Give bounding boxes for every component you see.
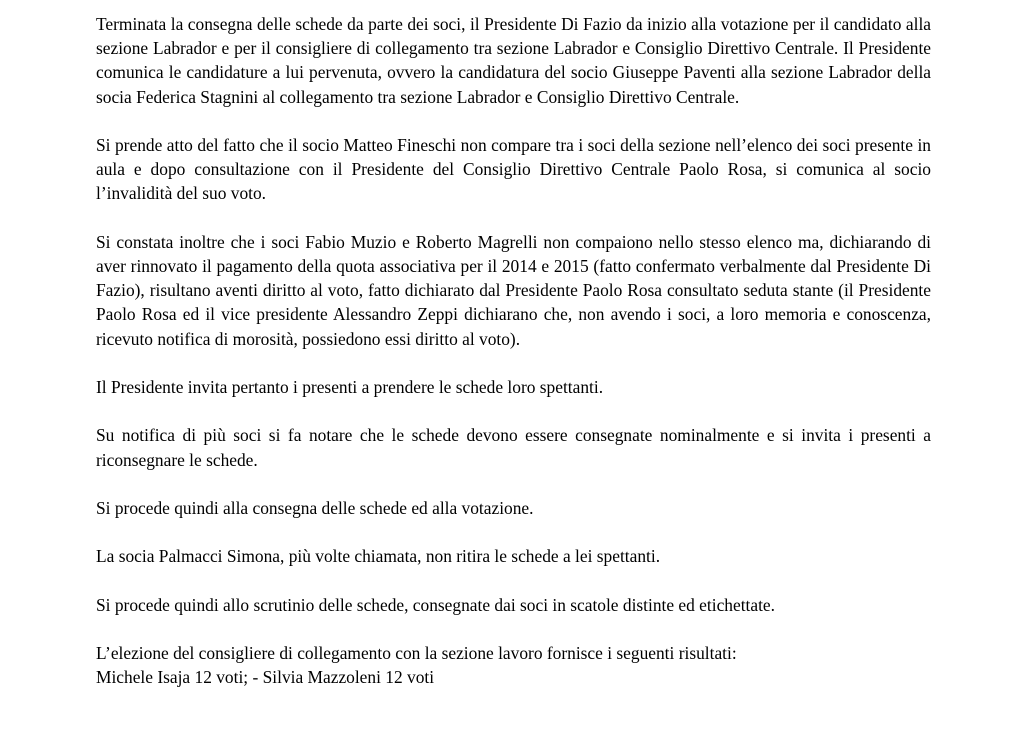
results-block	[96, 641, 931, 689]
paragraph-invalid-vote: Si prende atto del fatto che il socio Matteo Fineschi non compare tra i soci della sezione nell’elenco dei soci presente in aula e dopo consultazione con il Presidente del Consiglio Direttivo Centrale Paolo Rosa, si comunica al socio l’invalidità del suo voto.	[96, 135, 931, 204]
paragraph-voting-proceeds: Si procede quindi alla consegna delle schede ed alla votazione.	[96, 497, 534, 518]
results-intro: L’elezione del consigliere di collegamento con la sezione lavoro fornisce i seguenti risultati:	[96, 643, 737, 664]
paragraph-nominal-delivery: Su notifica di più soci si fa notare che le schede devono essere consegnate nominalmente e si invita i presenti a riconsegnare le schede.	[96, 425, 931, 470]
paragraph-absent-member: La socia Palmacci Simona, più volte chiamata, non ritira le schede a lei spettanti.	[96, 546, 661, 567]
paragraph-collect-ballots: Il Presidente invita pertanto i presenti a prendere le schede loro spettanti.	[96, 377, 604, 397]
paragraph-counting: Si procede quindi allo scrutinio delle schede, consegnate dai soci in scatole distinte ed etichettate.	[96, 594, 775, 615]
paragraph-voting-start: Terminata la consegna delle schede da parte dei soci, il Presidente Di Fazio da inizio alla votazione per il candidato alla sezione Labrador e per il consigliere di collegamento tra sezione Labrador e Consiglio Direttivo Centrale. Il Presidente comunica le candidature a lui pervenuta, ovvero la candidatura del socio Giuseppe Paventi alla sezione Labrador della socia Federica Stagnini al collegamento tra sezione Labrador e Consiglio Direttivo Centrale.	[96, 14, 931, 107]
document-page	[96, 12, 931, 690]
results-line: Michele Isaja 12 voti; - Silvia Mazzoleni 12 voti	[96, 667, 435, 688]
paragraph-voting-rights: Si constata inoltre che i soci Fabio Muzio e Roberto Magrelli non compaiono nello stesso elenco ma, dichiarando di aver rinnovato il pagamento della quota associativa per il 2014 e 2015 (fatto confermato verbalmente dal Presidente Di Fazio), risultano aventi diritto al voto, fatto dichiarato dal Presidente Paolo Rosa consultato seduta stante (il Presidente Paolo Rosa ed il vice presidente Alessandro Zeppi dichiarano che, non avendo i soci, a loro memoria e conoscenza, ricevuto notifica di morosità, possiedono essi diritto al voto).	[96, 231, 931, 349]
